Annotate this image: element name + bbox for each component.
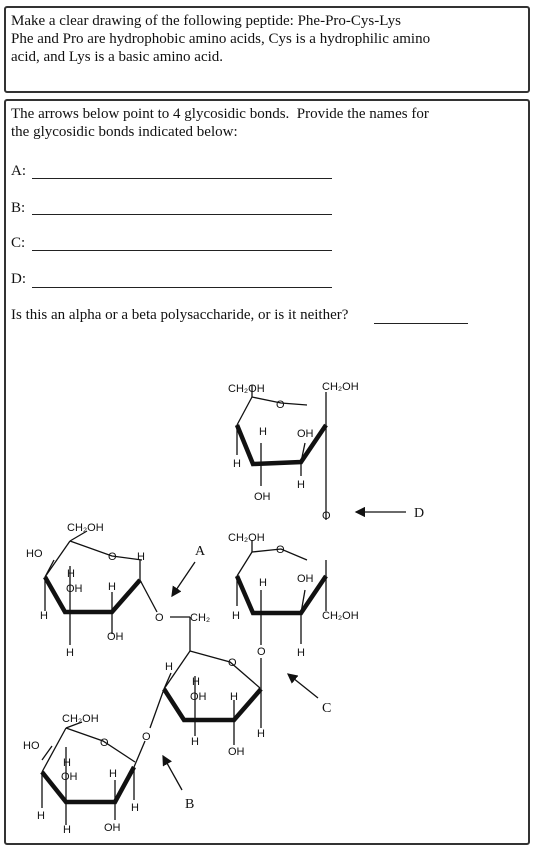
link-oxygen-a: O: [155, 612, 164, 624]
upper-glc-ho: HO: [26, 548, 43, 560]
bottom-glc-h-1: H: [63, 757, 71, 769]
top-ring-ch2oh-right: CH₂OH: [322, 381, 359, 393]
link-ch2: CH₂: [190, 612, 211, 624]
upper-glc-h-2: H: [108, 581, 116, 593]
central-glc-h-1: H: [165, 661, 173, 673]
arrow-label-a: A: [195, 544, 206, 559]
question-2-intro-line-2: the glycosidic bonds indicated below:: [11, 124, 238, 140]
question-1-line-1: Make a clear drawing of the following peptide: Phe-Pro-Cys-Lys: [11, 13, 401, 29]
arrow-label-b: B: [185, 797, 195, 812]
answer-a-label: A:: [11, 163, 26, 179]
top-ring-oxygen: O: [276, 399, 285, 411]
bottom-glc-h-3: H: [131, 802, 139, 814]
mid-ring-h-3: H: [297, 647, 305, 659]
upper-glc-h-4: H: [66, 647, 74, 659]
top-ring-h-3: H: [297, 479, 305, 491]
mid-ring-h-2: H: [232, 610, 240, 622]
upper-glc-h-3: H: [40, 610, 48, 622]
answer-c-label: C:: [11, 235, 26, 251]
mid-ring-ch2oh-bottom: CH₂OH: [322, 610, 359, 622]
mid-ring-oxygen: O: [276, 544, 285, 556]
central-glc-oh-2: OH: [228, 746, 245, 758]
upper-glc-oh-1: OH: [66, 583, 83, 595]
mid-ring-h-1: H: [259, 577, 267, 589]
central-glc-oxygen: O: [228, 657, 237, 669]
top-ring-oh-1: OH: [297, 428, 314, 440]
central-glc-h-3: H: [230, 691, 238, 703]
bottom-glc-ho: HO: [23, 740, 40, 752]
answer-d-label: D:: [11, 271, 26, 287]
central-glc-oh-1: OH: [190, 691, 207, 703]
top-ring-h-2: H: [233, 458, 241, 470]
upper-glc-ch2oh: CH₂OH: [67, 522, 104, 534]
bottom-glc-h-2: H: [109, 768, 117, 780]
bottom-glc-oh-2: OH: [104, 822, 121, 834]
question-1-line-3: acid, and Lys is a basic amino acid.: [11, 49, 224, 65]
central-glc-h-2: H: [192, 676, 200, 688]
central-glc-h-4: H: [191, 736, 199, 748]
central-glc-h-5: H: [257, 728, 265, 740]
bottom-glc-h-5: H: [63, 824, 71, 836]
top-ring-oh-2: OH: [254, 491, 271, 503]
bottom-glc-oxygen: O: [100, 737, 109, 749]
question-2-intro-line-1: The arrows below point to 4 glycosidic bonds. Provide the names for: [11, 106, 429, 122]
arrow-label-c: C: [322, 701, 332, 716]
link-oxygen-b: O: [142, 731, 151, 743]
top-ring-ch2oh-left: CH₂OH: [228, 383, 265, 395]
bottom-glc-ch2oh: CH₂OH: [62, 713, 99, 725]
upper-glc-oxygen: O: [108, 551, 117, 563]
upper-glc-oh-2: OH: [107, 631, 124, 643]
arrow-label-d: D: [414, 506, 425, 521]
bottom-glc-oh-1: OH: [61, 771, 78, 783]
top-ring-h-1: H: [259, 426, 267, 438]
link-oxygen-d: O: [322, 510, 331, 522]
link-oxygen-c: O: [257, 646, 266, 658]
bottom-glc-h-4: H: [37, 810, 45, 822]
answer-b-label: B:: [11, 200, 26, 216]
mid-ring-ch2oh-top: CH₂OH: [228, 532, 265, 544]
followup-question: Is this an alpha or a beta polysaccharide, or is it neither?: [11, 307, 349, 323]
mid-ring-oh: OH: [297, 573, 314, 585]
upper-glc-h-anomeric: H: [137, 551, 145, 563]
upper-glc-h-1: H: [67, 568, 75, 580]
question-1-line-2: Phe and Pro are hydrophobic amino acids, Cys is a hydrophilic amino: [11, 31, 431, 47]
